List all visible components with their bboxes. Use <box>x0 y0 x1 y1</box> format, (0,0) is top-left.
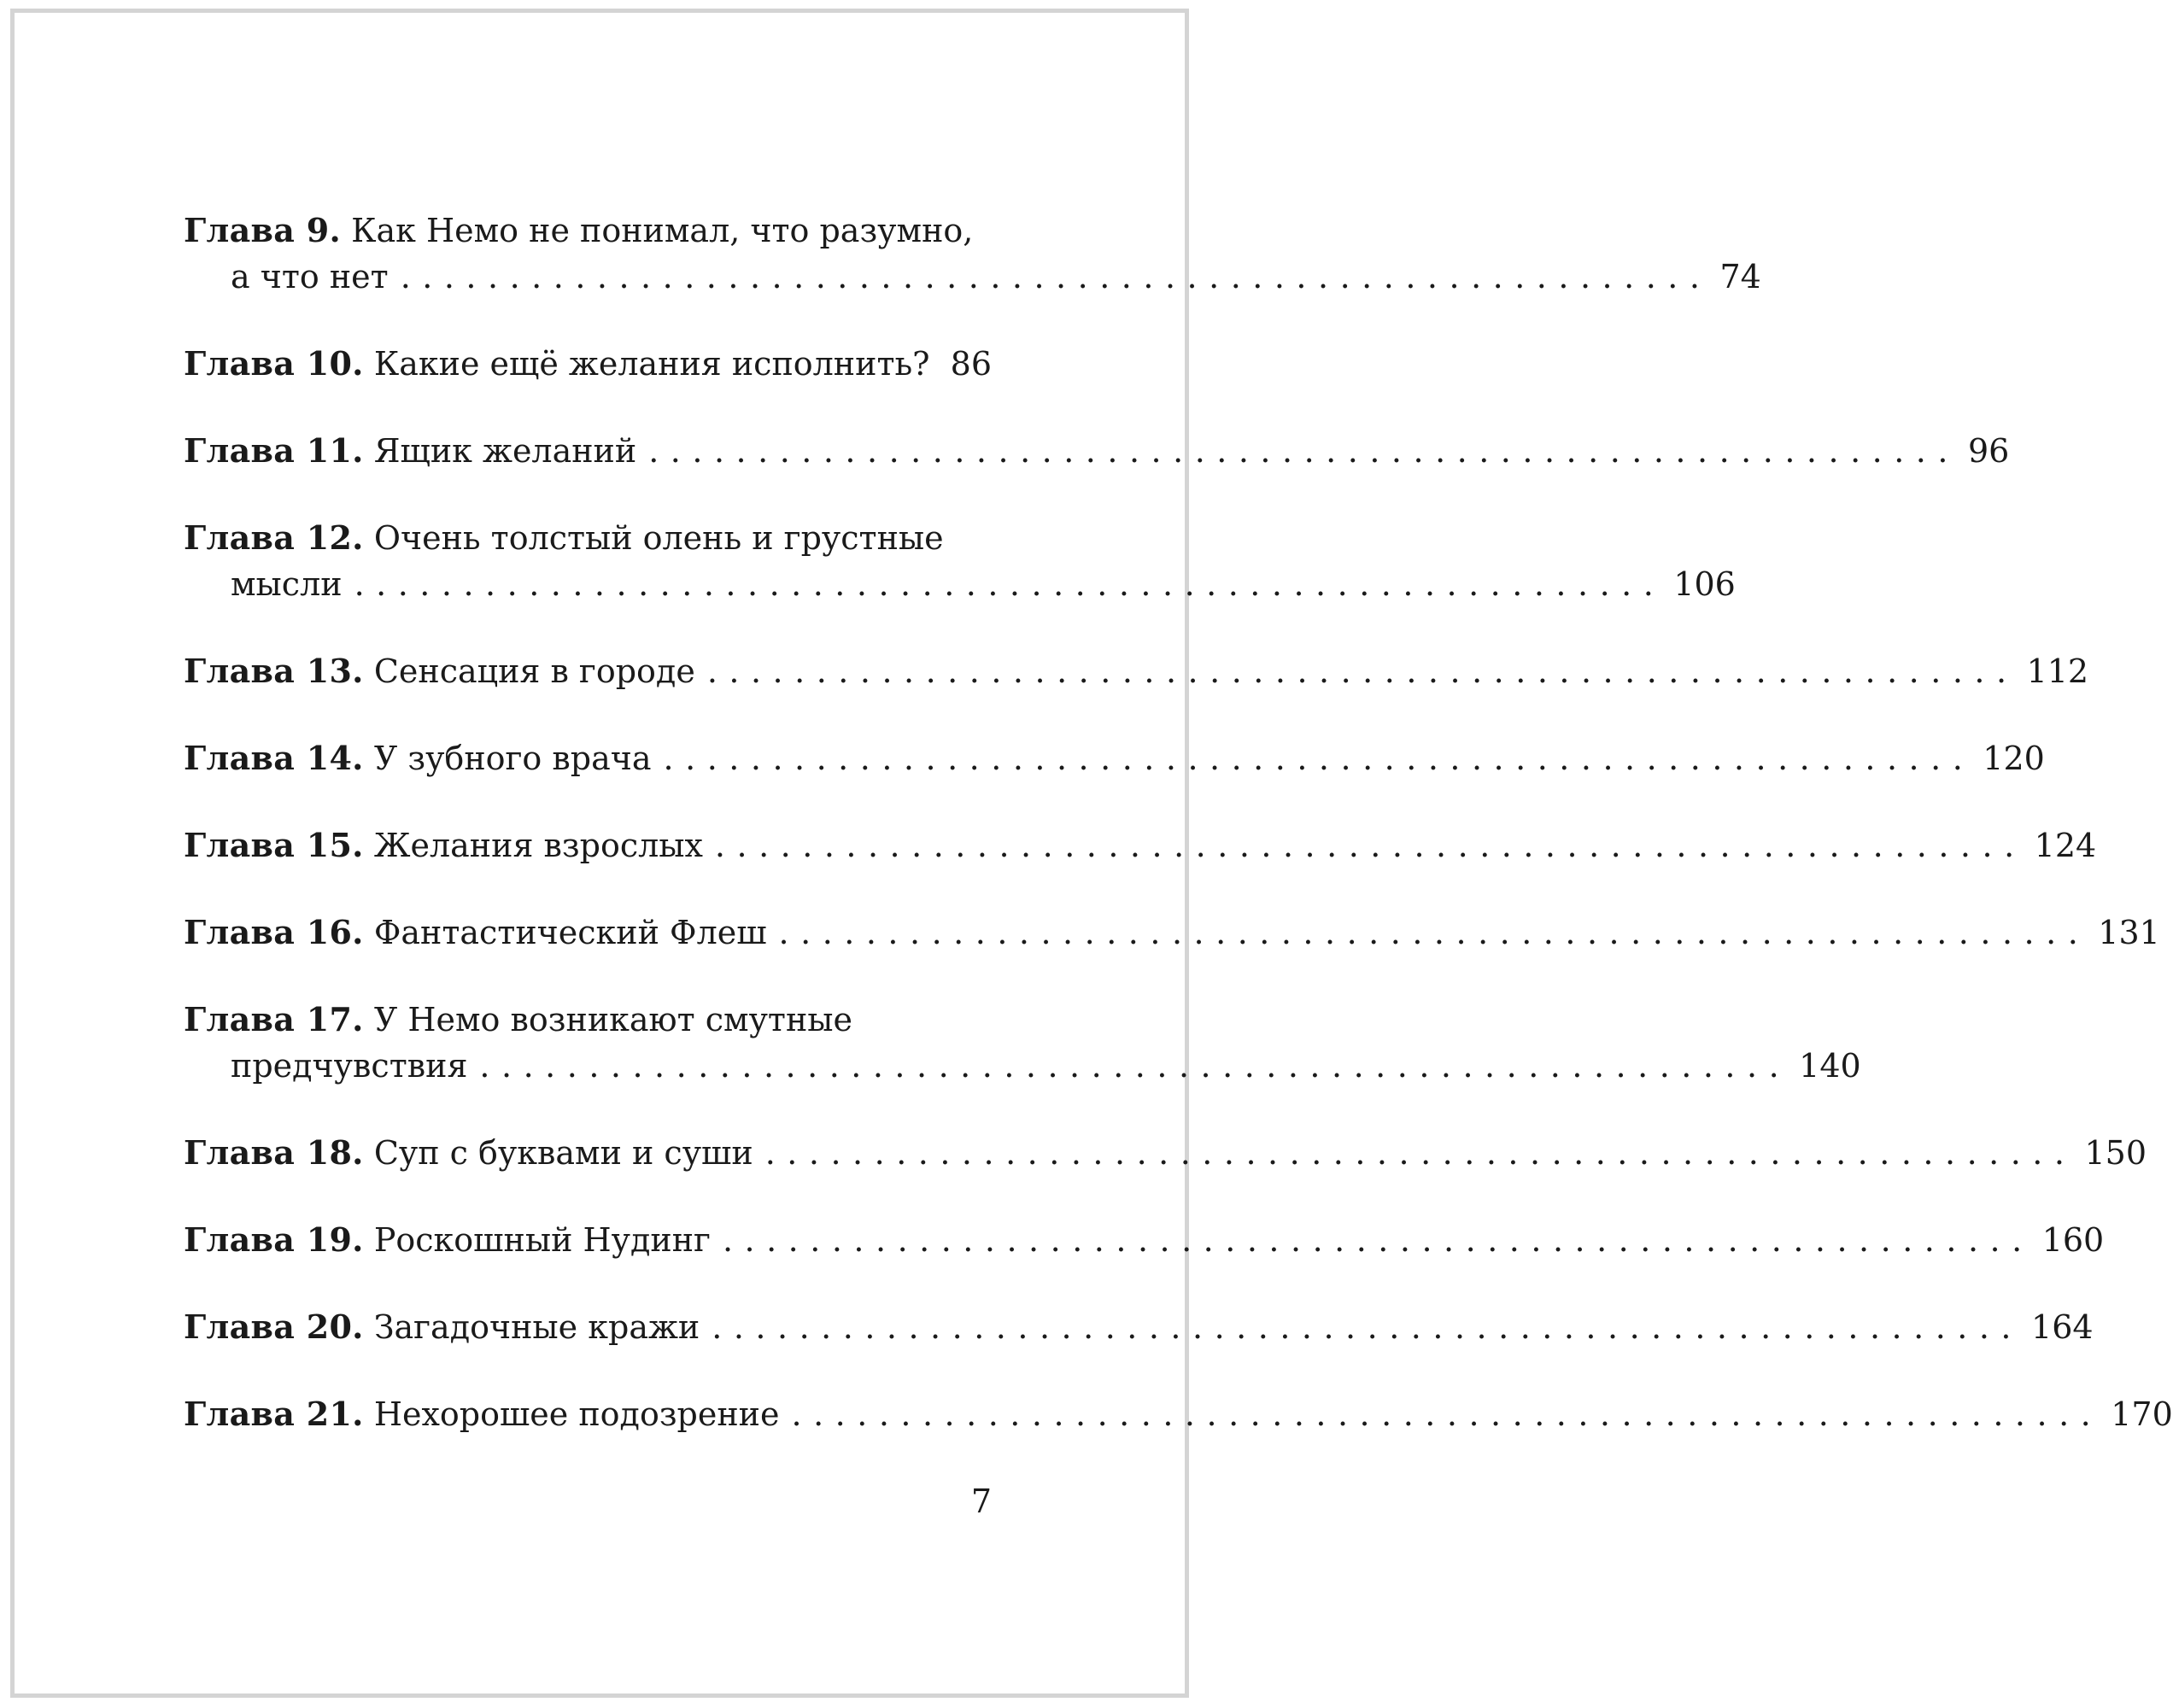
chapter-title: Нехорошее подозрение <box>373 1395 780 1433</box>
toc-entry-line <box>184 735 2045 781</box>
chapter-title: У зубного врача <box>373 740 652 777</box>
chapter-title: Какие ещё желания исполнить? <box>373 345 930 383</box>
toc-entry <box>184 648 2089 694</box>
page-number: 106 <box>1673 565 1736 603</box>
dot-leader: ............................................................ <box>648 432 1959 470</box>
table-of-contents <box>184 208 2173 1478</box>
dot-leader: ............................................................ <box>722 1221 2034 1259</box>
page-number: 131 <box>2098 914 2160 951</box>
chapter-title: Как Немо не понимал, что разумно, <box>351 212 974 249</box>
toc-entry-line <box>184 1217 2105 1263</box>
chapter-number: Глава 20. <box>184 1307 364 1346</box>
toc-entry <box>184 1217 2105 1263</box>
dot-leader: ............................................................ <box>714 827 2026 864</box>
toc-entry <box>184 208 1761 300</box>
page-number: 160 <box>2041 1221 2105 1259</box>
chapter-number: Глава 18. <box>184 1133 364 1172</box>
toc-entry <box>184 822 2097 869</box>
toc-entry <box>184 515 1736 607</box>
chapter-number: Глава 14. <box>184 739 364 777</box>
chapter-number: Глава 17. <box>184 1000 364 1038</box>
page-number: 140 <box>1799 1047 1861 1085</box>
chapter-number: Глава 13. <box>184 652 364 690</box>
toc-entry-line <box>184 1130 2147 1176</box>
chapter-title: Сенсация в городе <box>373 652 695 690</box>
chapter-title: Желания взрослых <box>373 827 703 864</box>
chapter-title: Роскошный Нудинг <box>373 1221 711 1259</box>
toc-entry <box>184 735 2045 781</box>
chapter-title-continuation: предчувствия <box>231 1047 468 1085</box>
chapter-number: Глава 11. <box>184 431 364 470</box>
page-number: 74 <box>1719 258 1761 295</box>
dot-leader: ............................................................ <box>354 565 1666 603</box>
toc-entry <box>184 1304 2094 1350</box>
toc-entry-line <box>184 254 1761 300</box>
toc-entry <box>184 341 992 387</box>
dot-leader: ............................................................ <box>764 1134 2076 1172</box>
toc-entry <box>184 997 1861 1089</box>
chapter-number: Глава 12. <box>184 518 364 557</box>
chapter-title: Фантастический Флеш <box>373 914 767 951</box>
chapter-title: У Немо возникают смутные <box>373 1001 853 1038</box>
chapter-number: Глава 16. <box>184 913 364 951</box>
chapter-number: Глава 19. <box>184 1220 364 1259</box>
page-number: 86 <box>950 345 992 383</box>
toc-entry-line <box>184 428 2010 474</box>
toc-entry-line <box>184 1391 2173 1437</box>
chapter-title-continuation: а что нет <box>231 258 389 295</box>
page-number: 112 <box>2026 652 2089 690</box>
toc-entry-line <box>184 561 1736 607</box>
dot-leader: ............................................................ <box>712 1308 2024 1346</box>
page-number: 170 <box>2111 1395 2173 1433</box>
chapter-number: Глава 9. <box>184 211 341 249</box>
toc-entry-line <box>184 1304 2094 1350</box>
chapter-number: Глава 21. <box>184 1395 364 1433</box>
toc-entry <box>184 1130 2147 1176</box>
page-folio: 7 <box>970 1483 992 1520</box>
dot-leader: ............................................................ <box>400 258 1712 295</box>
toc-entry <box>184 428 2010 474</box>
dot-leader: ............................................................ <box>479 1047 1791 1085</box>
chapter-title: Суп с буквами и суши <box>373 1134 753 1172</box>
toc-entry-line <box>184 341 992 387</box>
chapter-title-continuation: мысли <box>231 565 343 603</box>
dot-leader: ............................................................ <box>706 652 2018 690</box>
dot-leader: ............................................................ <box>791 1395 2103 1433</box>
toc-entry-line <box>184 910 2160 956</box>
toc-entry-line <box>184 515 992 561</box>
page-number: 150 <box>2084 1134 2147 1172</box>
chapter-title: Ящик желаний <box>373 432 637 470</box>
dot-leader: ............................................................ <box>663 740 1975 777</box>
page-number: 120 <box>1983 740 2045 777</box>
toc-entry <box>184 910 2160 956</box>
page <box>10 9 2173 1698</box>
chapter-title: Очень толстый олень и грустные <box>373 519 944 557</box>
chapter-number: Глава 15. <box>184 826 364 864</box>
chapter-title: Загадочные кражи <box>373 1308 700 1346</box>
dot-leader: ............................................................ <box>778 914 2090 951</box>
page-number: 96 <box>1967 432 2010 470</box>
toc-entry <box>184 1391 2173 1437</box>
toc-entry-line <box>184 648 2089 694</box>
page-number: 124 <box>2034 827 2097 864</box>
toc-entry-line <box>184 822 2097 869</box>
chapter-number: Глава 10. <box>184 344 364 383</box>
toc-entry-line <box>184 997 992 1043</box>
toc-entry-line <box>184 208 992 254</box>
page-number: 164 <box>2031 1308 2094 1346</box>
toc-entry-line <box>184 1043 1861 1089</box>
